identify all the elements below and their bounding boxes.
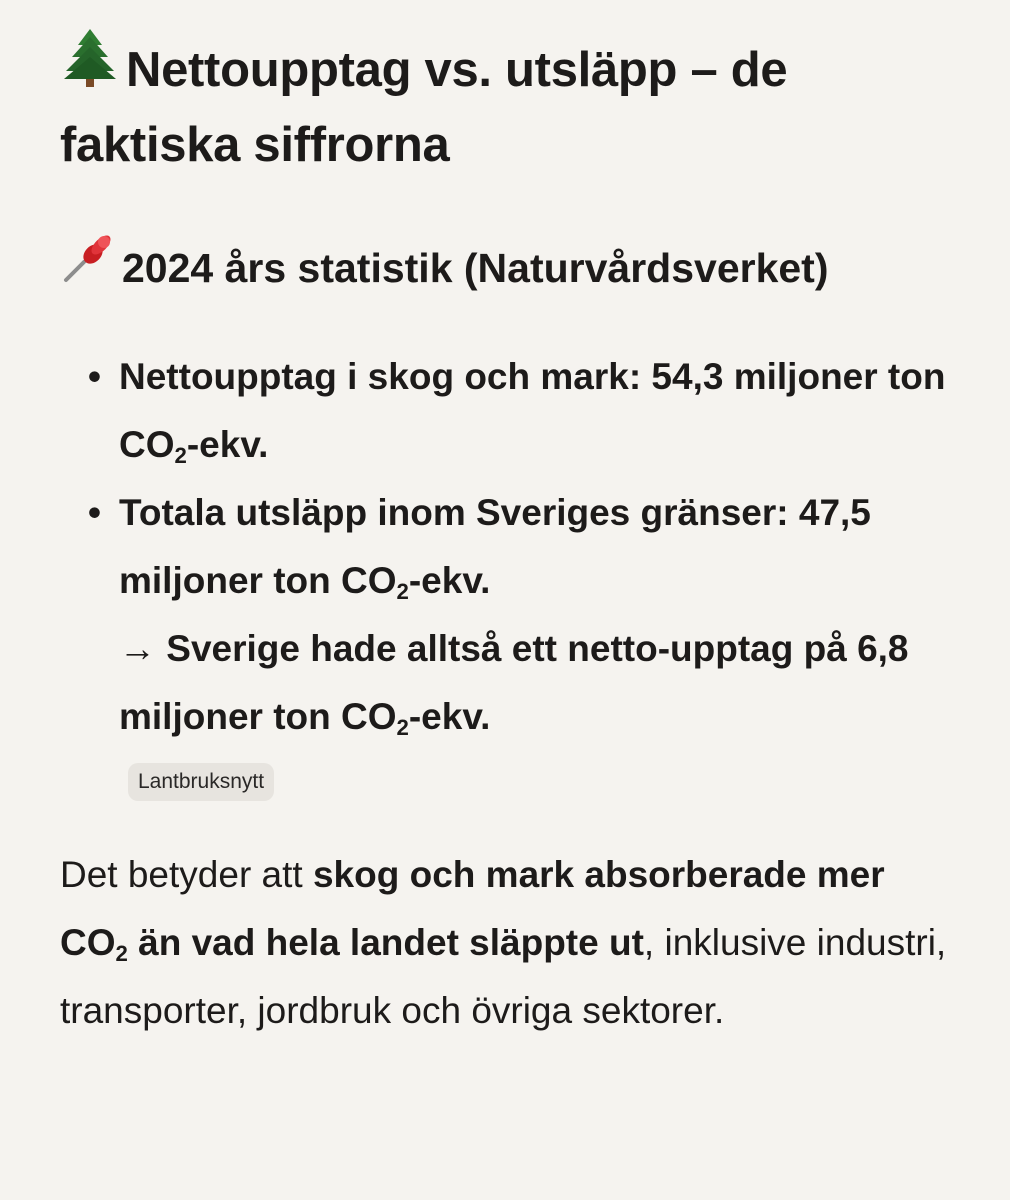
- paragraph-text: , inklusive industri, transporter, jordbruk och övriga sektorer.: [60, 921, 947, 1031]
- conclusion-unit: -ekv.: [408, 695, 491, 737]
- facts-list: [60, 343, 960, 751]
- paragraph-bold: än vad hela landet släppte ut: [127, 921, 644, 963]
- fact-text: Totala utsläpp inom Sveriges gränser: 47,5 miljoner ton CO: [119, 491, 871, 601]
- fact-item-emissions: [60, 479, 960, 751]
- fact-unit: -ekv.: [186, 423, 269, 465]
- conclusion-text: → Sverige hade alltså ett netto-upptag på 6,8 miljoner ton CO: [119, 627, 909, 737]
- pushpin-icon: [60, 230, 116, 303]
- paragraph-bold: skog och mark absorberade mer CO: [60, 853, 885, 963]
- section-heading: [60, 238, 960, 303]
- tree-icon: [60, 27, 120, 109]
- bullet-icon: •: [88, 491, 101, 533]
- source-chip[interactable]: Lantbruksnytt: [128, 763, 274, 801]
- summary-paragraph: [60, 841, 960, 1045]
- page-title: [60, 34, 960, 181]
- paragraph-text: Det betyder att: [60, 853, 313, 895]
- subscript: 2: [396, 578, 409, 604]
- fact-text: Nettoupptag i skog och mark: 54,3 miljoner ton CO: [119, 355, 946, 465]
- fact-item-uptake: [60, 343, 960, 479]
- fact-unit: -ekv.: [408, 559, 491, 601]
- subscript: 2: [174, 442, 187, 468]
- bullet-icon: •: [88, 355, 101, 397]
- section-heading-text: 2024 års statistik (Naturvårdsverket): [122, 245, 829, 292]
- article: [60, 34, 960, 1045]
- subscript: 2: [396, 714, 409, 740]
- title-text: Nettoupptag vs. utsläpp – de faktiska siffrorna: [60, 43, 788, 173]
- subscript: 2: [115, 940, 128, 966]
